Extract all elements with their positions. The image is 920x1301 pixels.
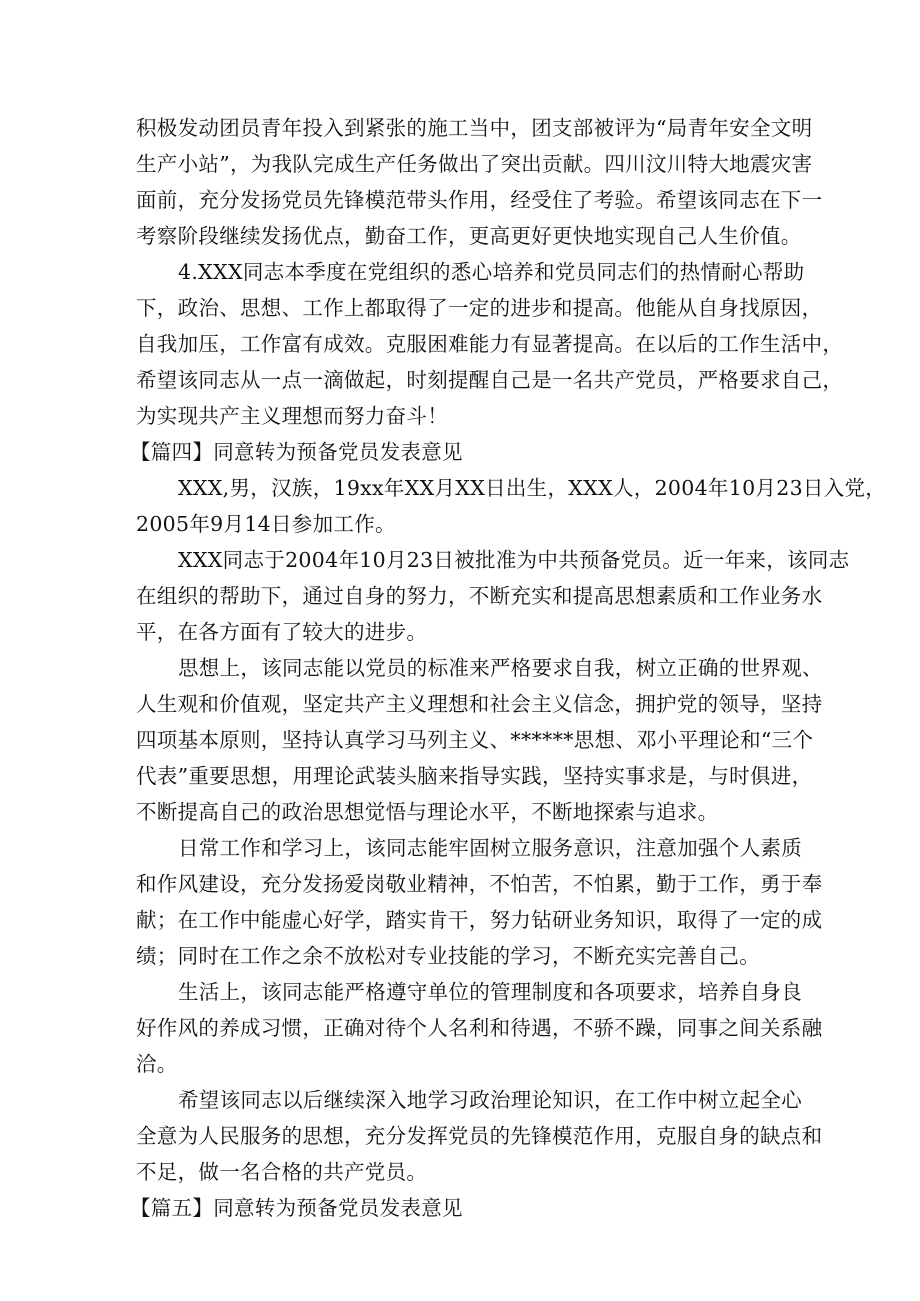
text-line: 平，在各方面有了较大的进步。	[136, 620, 428, 644]
paragraph-start-line: 4.XXX同志本季度在党组织的悉心培养和党员同志们的热情耐心帮助	[178, 260, 805, 284]
text-line: 全意为人民服务的思想，充分发挥党员的先锋模范作用，克服自身的缺点和	[136, 1124, 823, 1148]
text-line: 献；在工作中能虚心好学，踏实肯干，努力钻研业务知识，取得了一定的成	[136, 908, 823, 932]
text-line: 考察阶段继续发扬优点，勤奋工作，更高更好更快地实现自己人生价值。	[136, 224, 802, 248]
paragraph-start-line: XXX,男，汉族，19xx年XX月XX日出生，XXX人，2004年10月23日入党，	[178, 476, 887, 500]
text-line: 洽。	[136, 1052, 178, 1076]
paragraph-start-line: 希望该同志以后继续深入地学习政治理论知识，在工作中树立起全心	[178, 1088, 802, 1112]
text-line: 四项基本原则，坚持认真学习马列主义、******思想、邓小平理论和“三个	[136, 728, 814, 752]
text-line: 不断提高自己的政治思想觉悟与理论水平，不断地探索与追求。	[136, 800, 719, 824]
text-line: 和作风建设，充分发扬爱岗敬业精神，不怕苦，不怕累，勤于工作，勇于奉	[136, 872, 823, 896]
text-line: 生产小站”，为我队完成生产任务做出了突出贡献。四川汶川特大地震灾害	[136, 152, 813, 176]
text-line: 绩；同时在工作之余不放松对专业技能的学习，不断充实完善自己。	[136, 944, 760, 968]
text-line: 希望该同志从一点一滴做起，时刻提醒自己是一名共产党员，严格要求自己，	[136, 368, 844, 392]
text-line: 为实现共产主义理想而努力奋斗！	[136, 404, 448, 428]
section-heading: 【篇五】同意转为预备党员发表意见	[130, 1196, 463, 1220]
paragraph-start-line: 日常工作和学习上，该同志能牢固树立服务意识，注意加强个人素质	[178, 836, 802, 860]
text-line: 人生观和价值观，坚定共产主义理想和社会主义信念，拥护党的领导，坚持	[136, 692, 823, 716]
text-line: 好作风的养成习惯，正确对待个人名利和待遇，不骄不躁，同事之间关系融	[136, 1016, 823, 1040]
text-line: 2005年9月14日参加工作。	[136, 512, 396, 536]
text-line: 积极发动团员青年投入到紧张的施工当中，团支部被评为“局青年安全文明	[136, 116, 813, 140]
paragraph-start-line: 生活上，该同志能严格遵守单位的管理制度和各项要求，培养自身良	[178, 980, 802, 1004]
paragraph-start-line: 思想上，该同志能以党员的标准来严格要求自我，树立正确的世界观、	[178, 656, 823, 680]
text-line: 不足，做一名合格的共产党员。	[136, 1160, 428, 1184]
text-line: 下，政治、思想、工作上都取得了一定的进步和提高。他能从自身找原因，	[136, 296, 823, 320]
text-line: 自我加压，工作富有成效。克服困难能力有显著提高。在以后的工作生活中，	[136, 332, 844, 356]
paragraph-start-line: XXX同志于2004年10月23日被批准为中共预备党员。近一年来，该同志	[178, 548, 850, 572]
section-heading: 【篇四】同意转为预备党员发表意见	[130, 440, 463, 464]
text-line: 代表”重要思想，用理论武装头脑来指导实践，坚持实事求是，与时俱进，	[136, 764, 813, 788]
text-line: 面前，充分发扬党员先锋模范带头作用，经受住了考验。希望该同志在下一	[136, 188, 823, 212]
text-line: 在组织的帮助下，通过自身的努力，不断充实和提高思想素质和工作业务水	[136, 584, 823, 608]
